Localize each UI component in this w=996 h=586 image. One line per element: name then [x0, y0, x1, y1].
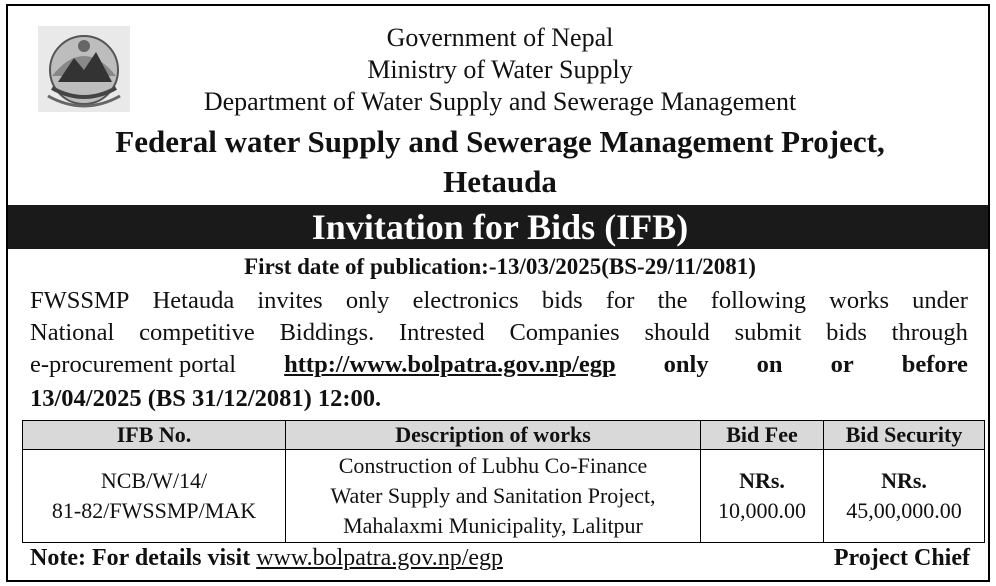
- table-header-row: [23, 421, 985, 450]
- body-line-2: National competitive Biddings. Intrested Companies should submit bids through: [30, 319, 968, 346]
- cell-bid-fee: NRs. 10,000.00: [701, 450, 824, 543]
- publication-date: First date of publication:-13/03/2025(BS-29/11/2081): [244, 254, 756, 279]
- header-project: Federal water Supply and Sewerage Management Project,: [115, 124, 885, 159]
- col-bid-security: Bid Security: [824, 421, 985, 450]
- col-ifb-no: IFB No.: [23, 421, 286, 450]
- header-government: Government of Nepal: [386, 23, 614, 52]
- body-line-3: e-procurement portal http://www.bolpatra.gov.np/egp only on or before: [30, 351, 968, 378]
- ifb-title-banner: Invitation for Bids (IFB): [8, 205, 990, 249]
- submission-deadline: 13/04/2025 (BS 31/12/2081) 12:00.: [30, 385, 382, 412]
- body-line-1: FWSSMP Hetauda invites only electronics bids for the following works under: [30, 287, 968, 314]
- table-row: [23, 450, 985, 543]
- footer: [30, 545, 970, 572]
- notice-frame: [6, 4, 990, 582]
- cell-ifb-no: NCB/W/14/ 81-82/FWSSMP/MAK: [23, 450, 286, 543]
- footer-note: Note: For details visit www.bolpatra.gov.np/egp: [30, 545, 504, 571]
- col-bid-fee: Bid Fee: [701, 421, 824, 450]
- cell-bid-security: NRs. 45,00,000.00: [824, 450, 985, 543]
- col-description: Description of works: [286, 421, 701, 450]
- header-department: Department of Water Supply and Sewerage Management: [203, 87, 797, 116]
- signatory: Project Chief: [833, 545, 970, 571]
- header-ministry: Ministry of Water Supply: [367, 55, 633, 84]
- header-location: Hetauda: [443, 164, 557, 199]
- footer-link[interactable]: www.bolpatra.gov.np/egp: [256, 545, 504, 571]
- egp-portal-link[interactable]: http://www.bolpatra.gov.np/egp: [284, 351, 616, 378]
- cell-description: Construction of Lubhu Co-Finance Water Supply and Sanitation Project, Mahalaxmi Municipality, Lalitpur: [286, 450, 701, 543]
- bid-details-table: [22, 420, 985, 543]
